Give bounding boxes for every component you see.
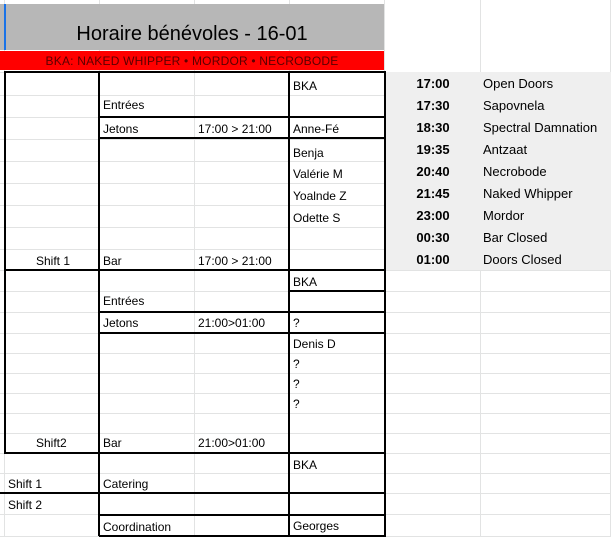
jetons-label-shift2[interactable]: Jetons: [103, 316, 139, 330]
shift1-label[interactable]: Shift 1: [36, 254, 71, 268]
bar-person-shift2[interactable]: ?: [293, 357, 300, 371]
border: [4, 71, 386, 73]
jetons-time-shift2[interactable]: 21:00>01:00: [198, 316, 266, 330]
bar-label-shift2[interactable]: Bar: [103, 436, 122, 450]
bar-label-shift1[interactable]: Bar: [103, 254, 122, 268]
coordination-label[interactable]: Coordination: [103, 520, 172, 534]
schedule-act[interactable]: Antzaat: [483, 142, 528, 157]
schedule-act[interactable]: Doors Closed: [483, 252, 562, 267]
gridline: [0, 473, 611, 474]
bar-person-shift1[interactable]: Valérie M: [293, 167, 343, 181]
sheet-subtitle: BKA: NAKED WHIPPER • MORDOR • NECROBODE: [45, 54, 339, 68]
catering-shift2-label[interactable]: Shift 2: [8, 498, 43, 512]
bar-person-shift2[interactable]: Denis D: [293, 337, 336, 351]
schedule-time[interactable]: 20:40: [416, 164, 450, 179]
catering-shift1-label[interactable]: Shift 1: [8, 477, 43, 491]
entrees-label-shift2[interactable]: Entrées: [103, 294, 145, 308]
gridline: [0, 393, 611, 394]
border: [4, 269, 386, 271]
jetons-person-shift1[interactable]: Anne-Fé: [293, 122, 340, 136]
catering-person[interactable]: BKA: [293, 458, 318, 472]
gridline: [0, 413, 611, 414]
border: [99, 311, 386, 313]
border: [289, 290, 386, 292]
border: [99, 116, 289, 118]
schedule-time[interactable]: 23:00: [416, 208, 450, 223]
schedule-act[interactable]: Bar Closed: [483, 230, 548, 245]
bar-person-shift2[interactable]: ?: [293, 377, 300, 391]
jetons-time-shift1[interactable]: 17:00 > 21:00: [198, 122, 272, 136]
border: [99, 332, 386, 334]
border: [4, 71, 6, 454]
schedule-time[interactable]: 17:30: [416, 98, 450, 113]
border: [288, 71, 290, 536]
bar-person-shift1[interactable]: Yoalnde Z: [293, 189, 347, 203]
schedule-act[interactable]: Necrobode: [483, 164, 547, 179]
schedule-time[interactable]: 01:00: [416, 252, 450, 267]
coordination-person[interactable]: Georges: [293, 519, 340, 533]
bar-person-shift1[interactable]: Odette S: [293, 211, 341, 225]
schedule-time[interactable]: 17:00: [416, 76, 450, 91]
gridline: [0, 353, 611, 354]
sheet-title: Horaire bénévoles - 16-01: [76, 23, 308, 45]
entrees-person-shift1[interactable]: BKA: [293, 79, 318, 93]
bar-person-shift2[interactable]: ?: [293, 397, 300, 411]
schedule-time[interactable]: 21:45: [416, 186, 450, 201]
jetons-label-shift1[interactable]: Jetons: [103, 122, 139, 136]
schedule-time[interactable]: 00:30: [416, 230, 450, 245]
border: [289, 116, 386, 118]
schedule-act[interactable]: Sapovnela: [483, 98, 545, 113]
border: [98, 71, 100, 536]
schedule-time[interactable]: 19:35: [416, 142, 450, 157]
border: [384, 71, 386, 537]
schedule-act[interactable]: Naked Whipper: [483, 186, 573, 201]
schedule-act[interactable]: Open Doors: [483, 76, 554, 91]
entrees-person-shift2[interactable]: BKA: [293, 275, 318, 289]
catering-label[interactable]: Catering: [103, 477, 149, 491]
border: [99, 514, 386, 516]
bar-time-shift1[interactable]: 17:00 > 21:00: [198, 254, 272, 268]
schedule-time[interactable]: 18:30: [416, 120, 450, 135]
bar-time-shift2[interactable]: 21:00>01:00: [198, 436, 266, 450]
bar-person-shift1[interactable]: Benja: [293, 146, 324, 160]
gridline: [0, 433, 611, 434]
entrees-label-shift1[interactable]: Entrées: [103, 98, 145, 112]
gridline: [0, 373, 611, 374]
schedule-act[interactable]: Mordor: [483, 208, 525, 223]
shift2-label[interactable]: Shift2: [36, 436, 67, 450]
jetons-person-shift2[interactable]: ?: [293, 316, 300, 330]
schedule-act[interactable]: Spectral Damnation: [483, 120, 598, 135]
border: [0, 492, 386, 494]
border: [4, 452, 386, 454]
border: [99, 137, 386, 139]
